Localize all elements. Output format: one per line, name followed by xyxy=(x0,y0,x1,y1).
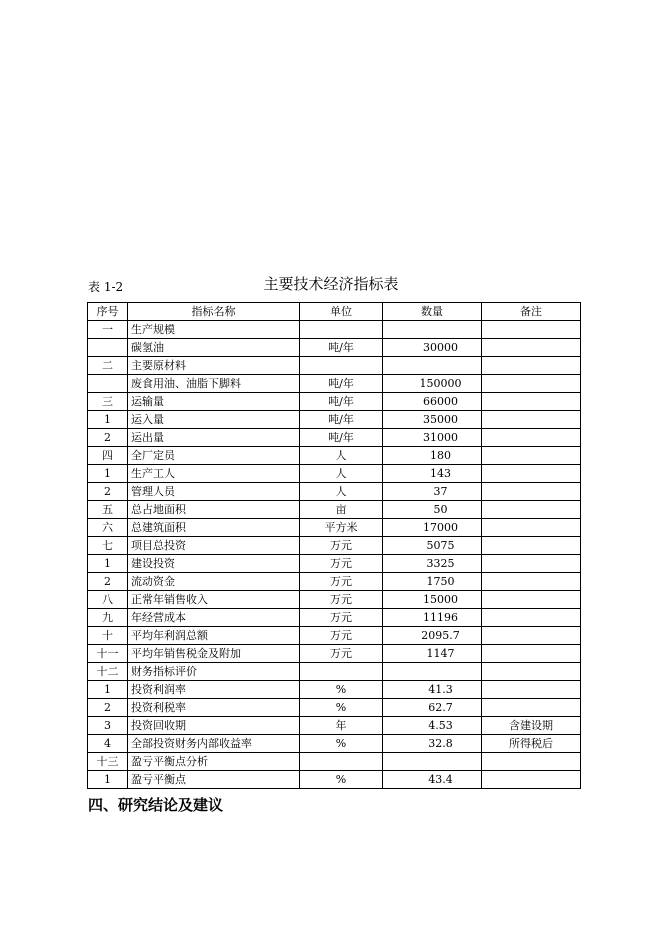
row-number-cell: 十一 xyxy=(88,645,128,663)
remark-cell xyxy=(482,681,581,699)
unit-cell: 万元 xyxy=(300,573,383,591)
table-row xyxy=(88,771,581,789)
indicator-name-cell: 平均年销售税金及附加 xyxy=(128,645,300,663)
quantity-cell xyxy=(383,663,482,681)
remark-cell xyxy=(482,771,581,789)
quantity-cell: 1750 xyxy=(383,573,482,591)
unit-cell: 人 xyxy=(300,447,383,465)
table-caption: 表 1-2 xyxy=(88,280,124,294)
indicator-name-cell: 投资利润率 xyxy=(128,681,300,699)
indicator-name-cell: 废食用油、油脂下脚料 xyxy=(128,375,300,393)
table-row xyxy=(88,339,581,357)
table-row xyxy=(88,483,581,501)
quantity-cell: 2095.7 xyxy=(383,627,482,645)
quantity-cell: 62.7 xyxy=(383,699,482,717)
remark-cell xyxy=(482,753,581,771)
quantity-cell: 31000 xyxy=(383,429,482,447)
column-header: 序号 xyxy=(88,303,128,321)
unit-cell xyxy=(300,357,383,375)
remark-cell: 含建设期 xyxy=(482,717,581,735)
indicator-name-cell: 运入量 xyxy=(128,411,300,429)
row-number-cell xyxy=(88,375,128,393)
unit-cell: 吨/年 xyxy=(300,375,383,393)
table-row xyxy=(88,573,581,591)
table-row xyxy=(88,699,581,717)
remark-cell xyxy=(482,591,581,609)
column-header: 数量 xyxy=(383,303,482,321)
indicator-name-cell: 运输量 xyxy=(128,393,300,411)
quantity-cell: 30000 xyxy=(383,339,482,357)
unit-cell xyxy=(300,321,383,339)
quantity-cell: 143 xyxy=(383,465,482,483)
remark-cell xyxy=(482,537,581,555)
row-number-cell: 1 xyxy=(88,771,128,789)
remark-cell xyxy=(482,573,581,591)
table-row xyxy=(88,465,581,483)
table-row xyxy=(88,357,581,375)
remark-cell xyxy=(482,483,581,501)
column-header: 备注 xyxy=(482,303,581,321)
unit-cell: 万元 xyxy=(300,627,383,645)
table-row xyxy=(88,645,581,663)
quantity-cell: 150000 xyxy=(383,375,482,393)
unit-cell: 吨/年 xyxy=(300,339,383,357)
table-title: 主要技术经济指标表 xyxy=(263,275,399,293)
indicator-name-cell: 总建筑面积 xyxy=(128,519,300,537)
table-row xyxy=(88,591,581,609)
indicator-name-cell: 管理人员 xyxy=(128,483,300,501)
row-number-cell: 3 xyxy=(88,717,128,735)
unit-cell: 万元 xyxy=(300,555,383,573)
quantity-cell: 180 xyxy=(383,447,482,465)
indicator-name-cell: 建设投资 xyxy=(128,555,300,573)
remark-cell xyxy=(482,501,581,519)
unit-cell xyxy=(300,663,383,681)
section-heading: 四、研究结论及建议 xyxy=(88,796,224,814)
quantity-cell: 37 xyxy=(383,483,482,501)
indicator-table xyxy=(87,302,581,789)
remark-cell xyxy=(482,339,581,357)
row-number-cell: 2 xyxy=(88,573,128,591)
quantity-cell xyxy=(383,753,482,771)
indicator-name-cell: 全部投资财务内部收益率 xyxy=(128,735,300,753)
row-number-cell: 1 xyxy=(88,555,128,573)
remark-cell xyxy=(482,627,581,645)
quantity-cell: 3325 xyxy=(383,555,482,573)
column-header: 单位 xyxy=(300,303,383,321)
remark-cell xyxy=(482,519,581,537)
row-number-cell: 一 xyxy=(88,321,128,339)
remark-cell xyxy=(482,645,581,663)
quantity-cell: 17000 xyxy=(383,519,482,537)
remark-cell xyxy=(482,699,581,717)
table-row xyxy=(88,663,581,681)
unit-cell: 万元 xyxy=(300,537,383,555)
remark-cell: 所得税后 xyxy=(482,735,581,753)
column-header: 指标名称 xyxy=(128,303,300,321)
unit-cell: 年 xyxy=(300,717,383,735)
table-row xyxy=(88,375,581,393)
unit-cell: 吨/年 xyxy=(300,429,383,447)
indicator-name-cell: 生产工人 xyxy=(128,465,300,483)
indicator-name-cell: 正常年销售收入 xyxy=(128,591,300,609)
quantity-cell: 50 xyxy=(383,501,482,519)
table-row xyxy=(88,447,581,465)
table-row xyxy=(88,501,581,519)
unit-cell: % xyxy=(300,681,383,699)
unit-cell: % xyxy=(300,699,383,717)
row-number-cell: 七 xyxy=(88,537,128,555)
quantity-cell: 41.3 xyxy=(383,681,482,699)
row-number-cell xyxy=(88,339,128,357)
unit-cell: 亩 xyxy=(300,501,383,519)
indicator-name-cell: 年经营成本 xyxy=(128,609,300,627)
quantity-cell: 15000 xyxy=(383,591,482,609)
row-number-cell: 2 xyxy=(88,429,128,447)
quantity-cell xyxy=(383,321,482,339)
unit-cell xyxy=(300,753,383,771)
indicator-name-cell: 盈亏平衡点分析 xyxy=(128,753,300,771)
quantity-cell: 11196 xyxy=(383,609,482,627)
table-row xyxy=(88,411,581,429)
indicator-name-cell: 投资利税率 xyxy=(128,699,300,717)
unit-cell: 万元 xyxy=(300,591,383,609)
table-row xyxy=(88,627,581,645)
indicator-name-cell: 碳氢油 xyxy=(128,339,300,357)
quantity-cell: 5075 xyxy=(383,537,482,555)
table-row xyxy=(88,519,581,537)
table-row xyxy=(88,717,581,735)
unit-cell: 平方米 xyxy=(300,519,383,537)
indicator-name-cell: 平均年利润总额 xyxy=(128,627,300,645)
row-number-cell: 1 xyxy=(88,465,128,483)
row-number-cell: 二 xyxy=(88,357,128,375)
remark-cell xyxy=(482,555,581,573)
remark-cell xyxy=(482,663,581,681)
row-number-cell: 三 xyxy=(88,393,128,411)
table-row xyxy=(88,555,581,573)
unit-cell: 万元 xyxy=(300,645,383,663)
quantity-cell: 43.4 xyxy=(383,771,482,789)
remark-cell xyxy=(482,447,581,465)
table-header-row xyxy=(88,303,581,321)
row-number-cell: 十三 xyxy=(88,753,128,771)
row-number-cell: 1 xyxy=(88,681,128,699)
remark-cell xyxy=(482,411,581,429)
row-number-cell: 六 xyxy=(88,519,128,537)
table-row xyxy=(88,609,581,627)
quantity-cell: 1147 xyxy=(383,645,482,663)
quantity-cell: 32.8 xyxy=(383,735,482,753)
quantity-cell: 4.53 xyxy=(383,717,482,735)
table-row xyxy=(88,429,581,447)
row-number-cell: 4 xyxy=(88,735,128,753)
row-number-cell: 2 xyxy=(88,483,128,501)
row-number-cell: 五 xyxy=(88,501,128,519)
table-row xyxy=(88,681,581,699)
row-number-cell: 2 xyxy=(88,699,128,717)
indicator-name-cell: 盈亏平衡点 xyxy=(128,771,300,789)
remark-cell xyxy=(482,465,581,483)
remark-cell xyxy=(482,609,581,627)
unit-cell: 吨/年 xyxy=(300,411,383,429)
remark-cell xyxy=(482,375,581,393)
unit-cell: % xyxy=(300,771,383,789)
indicator-name-cell: 投资回收期 xyxy=(128,717,300,735)
unit-cell: 人 xyxy=(300,483,383,501)
indicator-name-cell: 生产规模 xyxy=(128,321,300,339)
row-number-cell: 八 xyxy=(88,591,128,609)
indicator-name-cell: 总占地面积 xyxy=(128,501,300,519)
indicator-name-cell: 财务指标评价 xyxy=(128,663,300,681)
row-number-cell: 九 xyxy=(88,609,128,627)
quantity-cell xyxy=(383,357,482,375)
remark-cell xyxy=(482,393,581,411)
indicator-name-cell: 项目总投资 xyxy=(128,537,300,555)
table-row xyxy=(88,321,581,339)
quantity-cell: 35000 xyxy=(383,411,482,429)
indicator-name-cell: 流动资金 xyxy=(128,573,300,591)
remark-cell xyxy=(482,429,581,447)
table-row xyxy=(88,537,581,555)
unit-cell: 万元 xyxy=(300,609,383,627)
remark-cell xyxy=(482,357,581,375)
table-row xyxy=(88,753,581,771)
remark-cell xyxy=(482,321,581,339)
row-number-cell: 1 xyxy=(88,411,128,429)
row-number-cell: 四 xyxy=(88,447,128,465)
table-row xyxy=(88,393,581,411)
row-number-cell: 十二 xyxy=(88,663,128,681)
quantity-cell: 66000 xyxy=(383,393,482,411)
indicator-name-cell: 主要原材料 xyxy=(128,357,300,375)
table-row xyxy=(88,735,581,753)
unit-cell: % xyxy=(300,735,383,753)
indicator-name-cell: 全厂定员 xyxy=(128,447,300,465)
unit-cell: 人 xyxy=(300,465,383,483)
row-number-cell: 十 xyxy=(88,627,128,645)
unit-cell: 吨/年 xyxy=(300,393,383,411)
indicator-name-cell: 运出量 xyxy=(128,429,300,447)
